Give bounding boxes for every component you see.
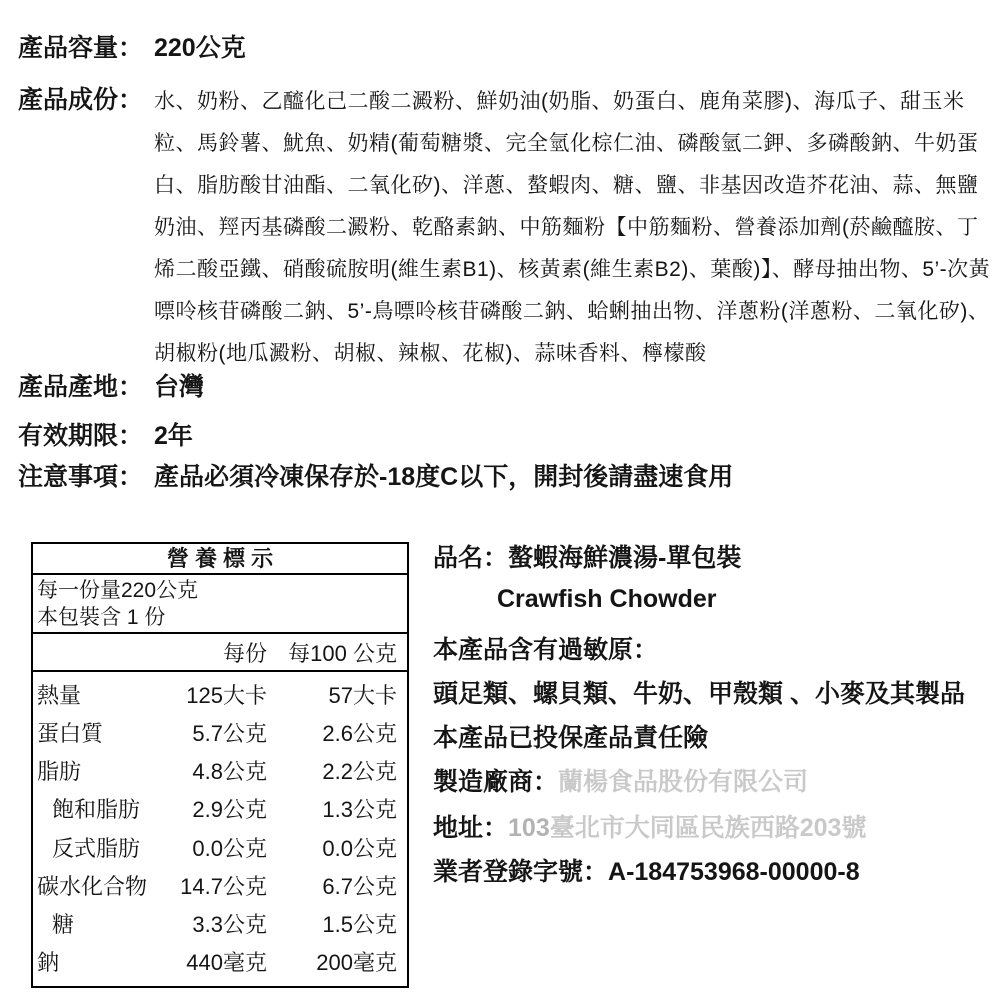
allergen-label: 本產品含有過敏原： [433, 636, 659, 664]
origin-row [18, 367, 204, 403]
nutrient-per-100g: 0.0公克 [322, 835, 397, 861]
per-100g-header: 每100 公克 [288, 640, 397, 666]
nutrition-serving-info [33, 575, 407, 634]
origin-label: 產品產地： [18, 373, 144, 401]
capacity-label: 產品容量： [18, 34, 144, 62]
address-zip-faint: 103 [508, 814, 550, 842]
per-serving-header: 每份 [222, 640, 267, 666]
nutrient-per-serving: 125大卡 [186, 682, 267, 708]
notice-label: 注意事項： [18, 463, 144, 491]
nutrition-column-headers [33, 634, 407, 672]
product-name-english: Crawfish Chowder [497, 585, 717, 613]
nutrition-rows [33, 672, 407, 986]
capacity-row [18, 28, 246, 64]
nutrient-name: 飽和脂肪 [52, 797, 141, 823]
address-row [433, 808, 866, 844]
nutrient-name: 碳水化合物 [37, 873, 148, 899]
capacity-value: 220公克 [154, 34, 246, 62]
nutrient-per-100g: 1.3公克 [322, 797, 397, 823]
product-name-label: 品名： [433, 544, 509, 572]
shelf-life-value: 2年 [154, 422, 193, 450]
nutrient-per-100g: 6.7公克 [322, 873, 397, 899]
nutrient-per-100g: 2.2公克 [322, 759, 397, 785]
nutrient-name: 鈉 [37, 950, 60, 976]
address-label: 地址： [433, 814, 509, 842]
product-name-row [433, 538, 741, 574]
nutrient-name: 糖 [52, 912, 75, 938]
nutrient-name: 熱量 [37, 682, 82, 708]
nutrient-per-serving: 440毫克 [186, 950, 267, 976]
nutrition-table [31, 542, 409, 988]
nutrition-title: 營 養 標 示 [33, 544, 407, 575]
manufacturer-label: 製造廠商： [433, 768, 559, 796]
nutrient-per-serving: 4.8公克 [192, 759, 267, 785]
table-row-sugar [33, 908, 407, 939]
nutrient-per-serving: 14.7公克 [180, 873, 267, 899]
nutrient-per-serving: 0.0公克 [192, 835, 267, 861]
ingredients-text: 水、奶粉、乙醯化己二酸二澱粉、鮮奶油(奶脂、奶蛋白、鹿角菜膠)、海瓜子、甜玉米粒、馬鈴薯、魷魚、奶精(葡萄糖漿、完全氫化棕仁油、磷酸氫二鉀、多磷酸鈉、牛奶蛋白、脂肪酸甘油酯、二氧化矽)、洋蔥、螯蝦肉、糖、鹽、非基因改造芥花油、蒜、無鹽奶油、羥丙基磷酸二澱粉、乾酪素鈉、中筋麵粉【中筋麵粉、營養添加劑(菸鹼醯胺、丁烯二酸亞鐵、硝酸硫胺明(維生素B1)、核黃素(維生素B2)、葉酸)】、酵母抽出物、5’-次黃嘌呤核苷磷酸二鈉、5’-鳥嘌呤核苷磷酸二鈉、蛤蜊抽出物、洋蔥粉(洋蔥粉、二氧化矽)、胡椒粉(地瓜澱粉、胡椒、辣椒、花椒)、蒜味香料、檸檬酸 [154, 90, 991, 365]
table-row-sodium [33, 946, 407, 977]
address-text-faint: 臺北市大同區民族西路203號 [549, 814, 867, 842]
manufacturer-name-faint: 蘭楊食品股份有限公司 [558, 768, 809, 796]
ingredients-row [18, 80, 999, 375]
registration-number: A-184753968-00000-8 [608, 858, 860, 886]
notice-value: 產品必須冷凍保存於-18度C以下，開封後請盡速食用 [154, 463, 734, 491]
nutrient-per-serving: 2.9公克 [192, 797, 267, 823]
notice-row [18, 457, 733, 493]
origin-value: 台灣 [154, 373, 205, 401]
servings-per-pack: 本包裝含 1 份 [37, 606, 166, 629]
table-row-trans-fat [33, 832, 407, 863]
nutrient-per-100g: 57大卡 [328, 682, 397, 708]
registration-row [433, 852, 860, 888]
allergen-list: 頭足類、螺貝類、牛奶、甲殼類 、小麥及其製品 [433, 680, 965, 708]
table-row-saturated-fat [33, 793, 407, 824]
nutrient-name: 脂肪 [37, 759, 82, 785]
registration-label: 業者登錄字號： [433, 858, 609, 886]
nutrient-per-serving: 3.3公克 [192, 912, 267, 938]
insurance-statement: 本產品已投保產品責任險 [433, 724, 709, 752]
product-name-value: 螯蝦海鮮濃湯-單包裝 [508, 544, 742, 572]
table-row-carbohydrate [33, 870, 407, 901]
nutrient-per-serving: 5.7公克 [192, 720, 267, 746]
table-row-fat [33, 755, 407, 786]
nutrient-per-100g: 2.6公克 [322, 720, 397, 746]
manufacturer-row [433, 762, 808, 798]
nutrient-name: 蛋白質 [37, 720, 104, 746]
nutrient-name: 反式脂肪 [52, 835, 141, 861]
nutrient-per-100g: 200毫克 [316, 950, 397, 976]
shelf-life-row [18, 416, 193, 452]
shelf-life-label: 有效期限： [18, 422, 144, 450]
ingredients-label: 產品成份： [18, 86, 144, 114]
table-row-protein [33, 717, 407, 748]
table-row-calories [33, 679, 407, 710]
serving-size: 每一份量220公克 [37, 579, 199, 602]
nutrient-per-100g: 1.5公克 [322, 912, 397, 938]
